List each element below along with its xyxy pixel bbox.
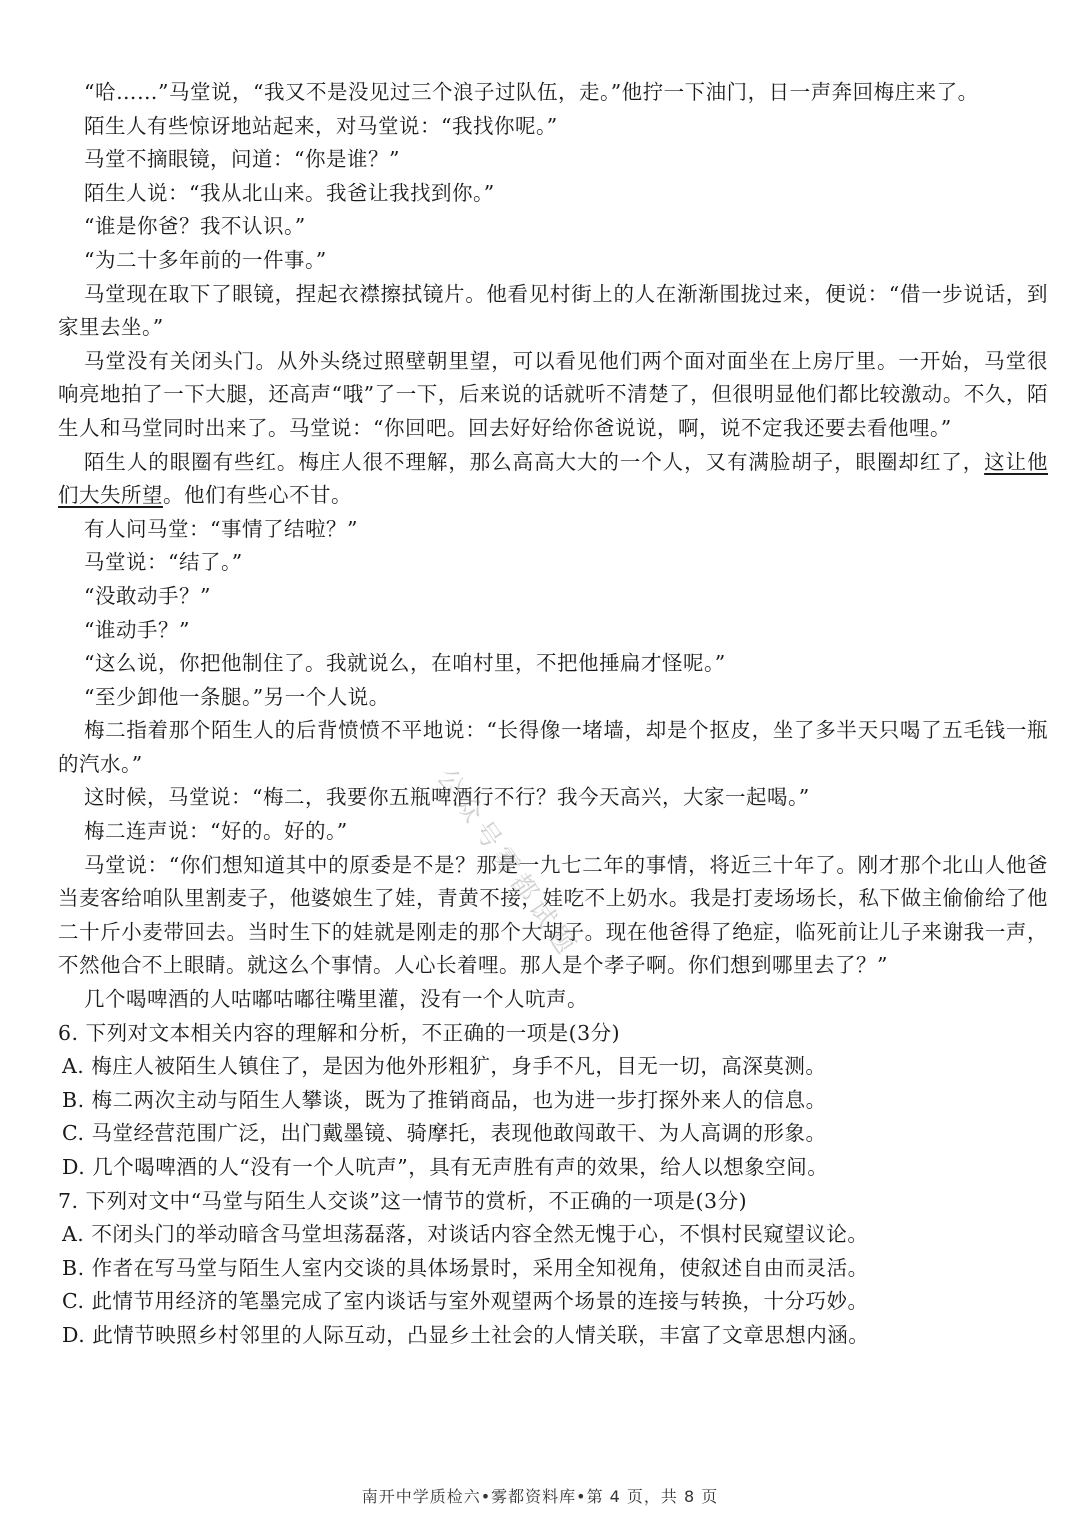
paragraph: 马堂说：“结了。” (84, 550, 243, 575)
option-a: A. 不闭头门的举动暗含马堂坦荡磊落，对谈话内容全然无愧于心，不惧村民窥望议论。 (62, 1222, 869, 1247)
option-c: C. 此情节用经济的笔墨完成了室内谈话与室外观望两个场景的连接与转换，十分巧妙。 (62, 1289, 869, 1314)
paragraph-underlined (58, 446, 1048, 513)
question-6 (58, 1017, 1048, 1185)
paragraph: “这么说，你把他制住了。我就说么，在咱村里，不把他捶扁才怪呢。” (84, 651, 726, 676)
paragraph: “至少卸他一条腿。”另一个人说。 (84, 684, 390, 709)
option-a: A. 梅庄人被陌生人镇住了，是因为他外形粗犷，身手不凡，目无一切，高深莫测。 (62, 1054, 827, 1079)
text-run: 陌生人的眼圈有些红。梅庄人很不理解，那么高高大大的一个人，又有满脸胡子，眼圈却红了， (84, 449, 985, 474)
paragraph: 马堂没有关闭头门。从外头绕过照壁朝里望，可以看见他们两个面对面坐在上房厅里。一开始，马堂很响亮地拍了一下大腿，还高声“哦”了一下，后来说的话就听不清楚了，但很明显他们都比较激动。不久，陌生人和马堂同时出来了。马堂说：“你回吧。回去好好给你爸说说，啊，说不定我还要去看他哩。” (58, 348, 1048, 440)
question-stem: 6. 下列对文本相关内容的理解和分析，不正确的一项是(3分) (58, 1020, 621, 1045)
paragraph: “哈……”马堂说，“我又不是没见过三个浪子过队伍，走。”他拧一下油门，日一声奔回梅庄来了。 (84, 80, 979, 104)
paragraph: 马堂不摘眼镜，问道：“你是谁？” (84, 147, 400, 172)
paragraph: 有人问马堂：“事情了结啦？” (84, 516, 358, 541)
paragraph: 马堂说：“你们想知道其中的原委是不是？那是一九七二年的事情，将近三十年了。刚才那个北山人他爸当麦客给咱队里割麦子，他婆娘生了娃，青黄不接，娃吃不上奶水。我是打麦场场长，私下做主偷偷给了他二十斤小麦带回去。当时生下的娃就是刚走的那个大胡子。现在他爸得了绝症，临死前让儿子来谢我一声，不然他合不上眼睛。就这么个事情。人心长着哩。那人是个孝子啊。你们想到哪里去了？” (58, 852, 1048, 978)
story-text (58, 76, 1048, 1017)
document-page (58, 76, 1048, 1353)
option-d: D. 此情节映照乡村邻里的人际互动，凸显乡土社会的人情关联，丰富了文章思想内涵。 (62, 1322, 870, 1347)
watermark: 公众号雾都试题 (430, 763, 584, 965)
option-b: B. 作者在写马堂与陌生人室内交谈的具体场景时，采用全知视角，使叙述自由而灵活。 (62, 1255, 869, 1280)
paragraph: “谁是你爸？我不认识。” (84, 214, 306, 239)
underlined-sentence: 这让他们大失所望 (58, 449, 1049, 508)
paragraph: 陌生人说：“我从北山来。我爸让我找到你。” (84, 180, 495, 205)
paragraph: 几个喝啤酒的人咕嘟咕嘟往嘴里灌，没有一个人吭声。 (84, 987, 588, 1012)
paragraph: 陌生人有些惊讶地站起来，对马堂说：“我找你呢。” (84, 113, 558, 138)
question-7 (58, 1185, 1048, 1353)
paragraph: 梅二连声说：“好的。好的。” (84, 819, 348, 844)
paragraph: 梅二指着那个陌生人的后背愤愤不平地说：“长得像一堵墙，却是个抠皮，坐了多半天只喝了五毛钱一瓶的汽水。” (58, 718, 1048, 776)
paragraph: “没敢动手？” (84, 583, 211, 608)
paragraph: 这时候，马堂说：“梅二，我要你五瓶啤酒行不行？我今天高兴，大家一起喝。” (84, 785, 810, 810)
question-stem: 7. 下列对文中“马堂与陌生人交谈”这一情节的赏析，不正确的一项是(3分) (58, 1188, 748, 1213)
paragraph: “为二十多年前的一件事。” (84, 247, 327, 272)
page-footer: 南开中学质检六•雾都资料库•第 4 页，共 8 页 (361, 1487, 719, 1506)
paragraph: “谁动手？” (84, 617, 190, 642)
option-d: D. 几个喝啤酒的人“没有一个人吭声”，具有无声胜有声的效果，给人以想象空间。 (62, 1155, 829, 1179)
option-c: C. 马堂经营范围广泛，出门戴墨镜、骑摩托，表现他敢闯敢干、为人高调的形象。 (62, 1121, 827, 1146)
paragraph: 马堂现在取下了眼镜，捏起衣襟擦拭镜片。他看见村街上的人在渐渐围拢过来，便说：“借一步说话，到家里去坐。” (58, 281, 1048, 340)
text-run: 。他们有些心不甘。 (163, 483, 352, 508)
option-b: B. 梅二两次主动与陌生人攀谈，既为了推销商品，也为进一步打探外来人的信息。 (62, 1087, 827, 1112)
